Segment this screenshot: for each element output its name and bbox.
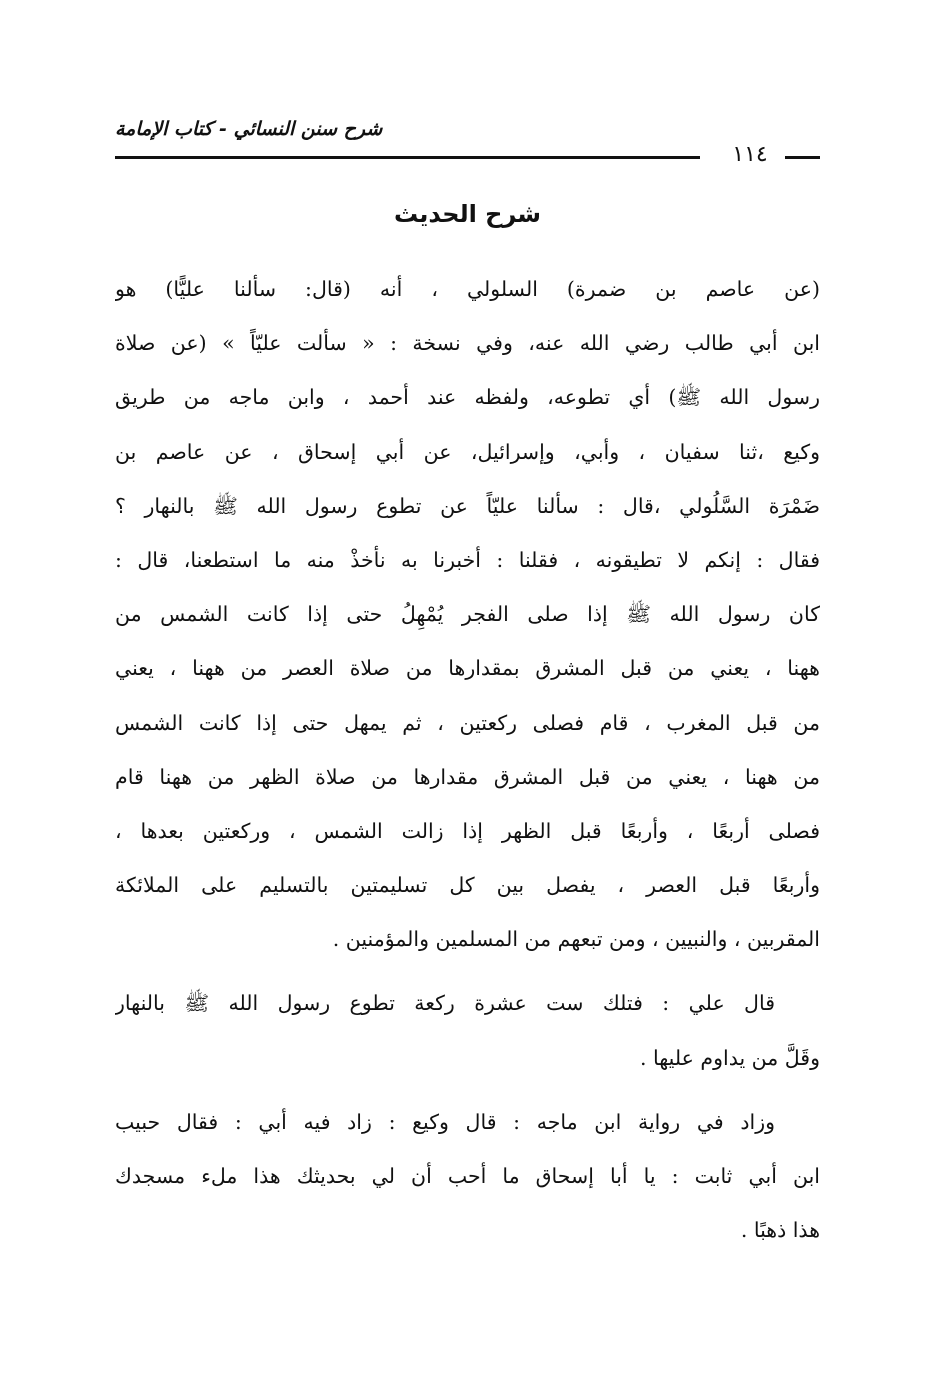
text-line: (عن عاصم بن ضمرة) السلولي ، أنه (قال: سألنا عليًّا) هو	[115, 277, 820, 301]
text-line: من قبل المغرب ، قام فصلى ركعتين ، ثم يمهل حتى إذا كانت الشمس	[115, 710, 820, 735]
text-line: ابن أبي ثابت : يا أبا إسحاق ما أحب أن لي بحديثك هذا ملء مسجدك	[115, 1164, 820, 1188]
header-rule	[115, 156, 700, 159]
section-title: شرح الحديث	[394, 200, 541, 228]
text-line: رسول الله ﷺ) أي تطوعه، ولفظه عند أحمد ، وابن ماجه من طريق	[115, 385, 820, 410]
text-line: وكيع ،ثنا سفيان ، وأبي، وإسرائيل، عن أبي إسحاق ، عن عاصم بن	[115, 439, 820, 464]
text-line: قال علي : فتلك ست عشرة ركعة تطوع رسول الله ﷺ بالنهار	[115, 991, 775, 1016]
body-text	[115, 262, 820, 1257]
text-line: وقَلَّ من يداوم عليها .	[639, 1045, 820, 1070]
text-line: فصلى أربعًا ، وأربعًا قبل الظهر إذا زالت الشمس ، وركعتين بعدها ،	[115, 818, 820, 843]
paragraph-gap	[115, 1085, 820, 1095]
running-title: شرح سنن النسائي - كتاب الإمامة	[115, 118, 383, 140]
page-number: ١١٤	[732, 142, 768, 167]
text-line: وزاد في رواية ابن ماجه : قال وكيع : زاد فيه أبي : فقال حبيب	[115, 1109, 775, 1134]
page-number-dash	[785, 156, 820, 159]
text-line: وأربعًا قبل العصر ، يفصل بين كل تسليمتين بالتسليم على الملائكة	[115, 873, 820, 898]
text-line: من ههنا ، يعني من قبل المشرق مقدارها من صلاة الظهر من ههنا قام	[115, 764, 820, 789]
text-line: هذا ذهبًا .	[740, 1218, 820, 1243]
text-line: ضَمْرَة السَّلُولي ،قال : سألنا عليّاً عن تطوع رسول الله ﷺ بالنهار ؟	[115, 493, 820, 518]
paragraph-gap	[115, 966, 820, 976]
page-header	[115, 118, 820, 178]
text-line: كان رسول الله ﷺ إذا صلى الفجر يُمْهِلُ حتى إذا كانت الشمس من	[115, 602, 820, 627]
text-line: ابن أبي طالب رضي الله عنه، وفي نسخة : « سألت عليّاً » (عن صلاة	[115, 331, 820, 356]
text-line: فقال : إنكم لا تطيقونه ، فقلنا : أخبرنا به نأخذْ منه ما استطعنا، قال :	[115, 547, 820, 572]
text-line: ههنا ، يعني من قبل المشرق بمقدارها من صلاة العصر من ههنا ، يعني	[115, 656, 820, 681]
text-line: المقربين ، والنبيين ، ومن تبعهم من المسلمين والمؤمنين .	[332, 927, 820, 952]
